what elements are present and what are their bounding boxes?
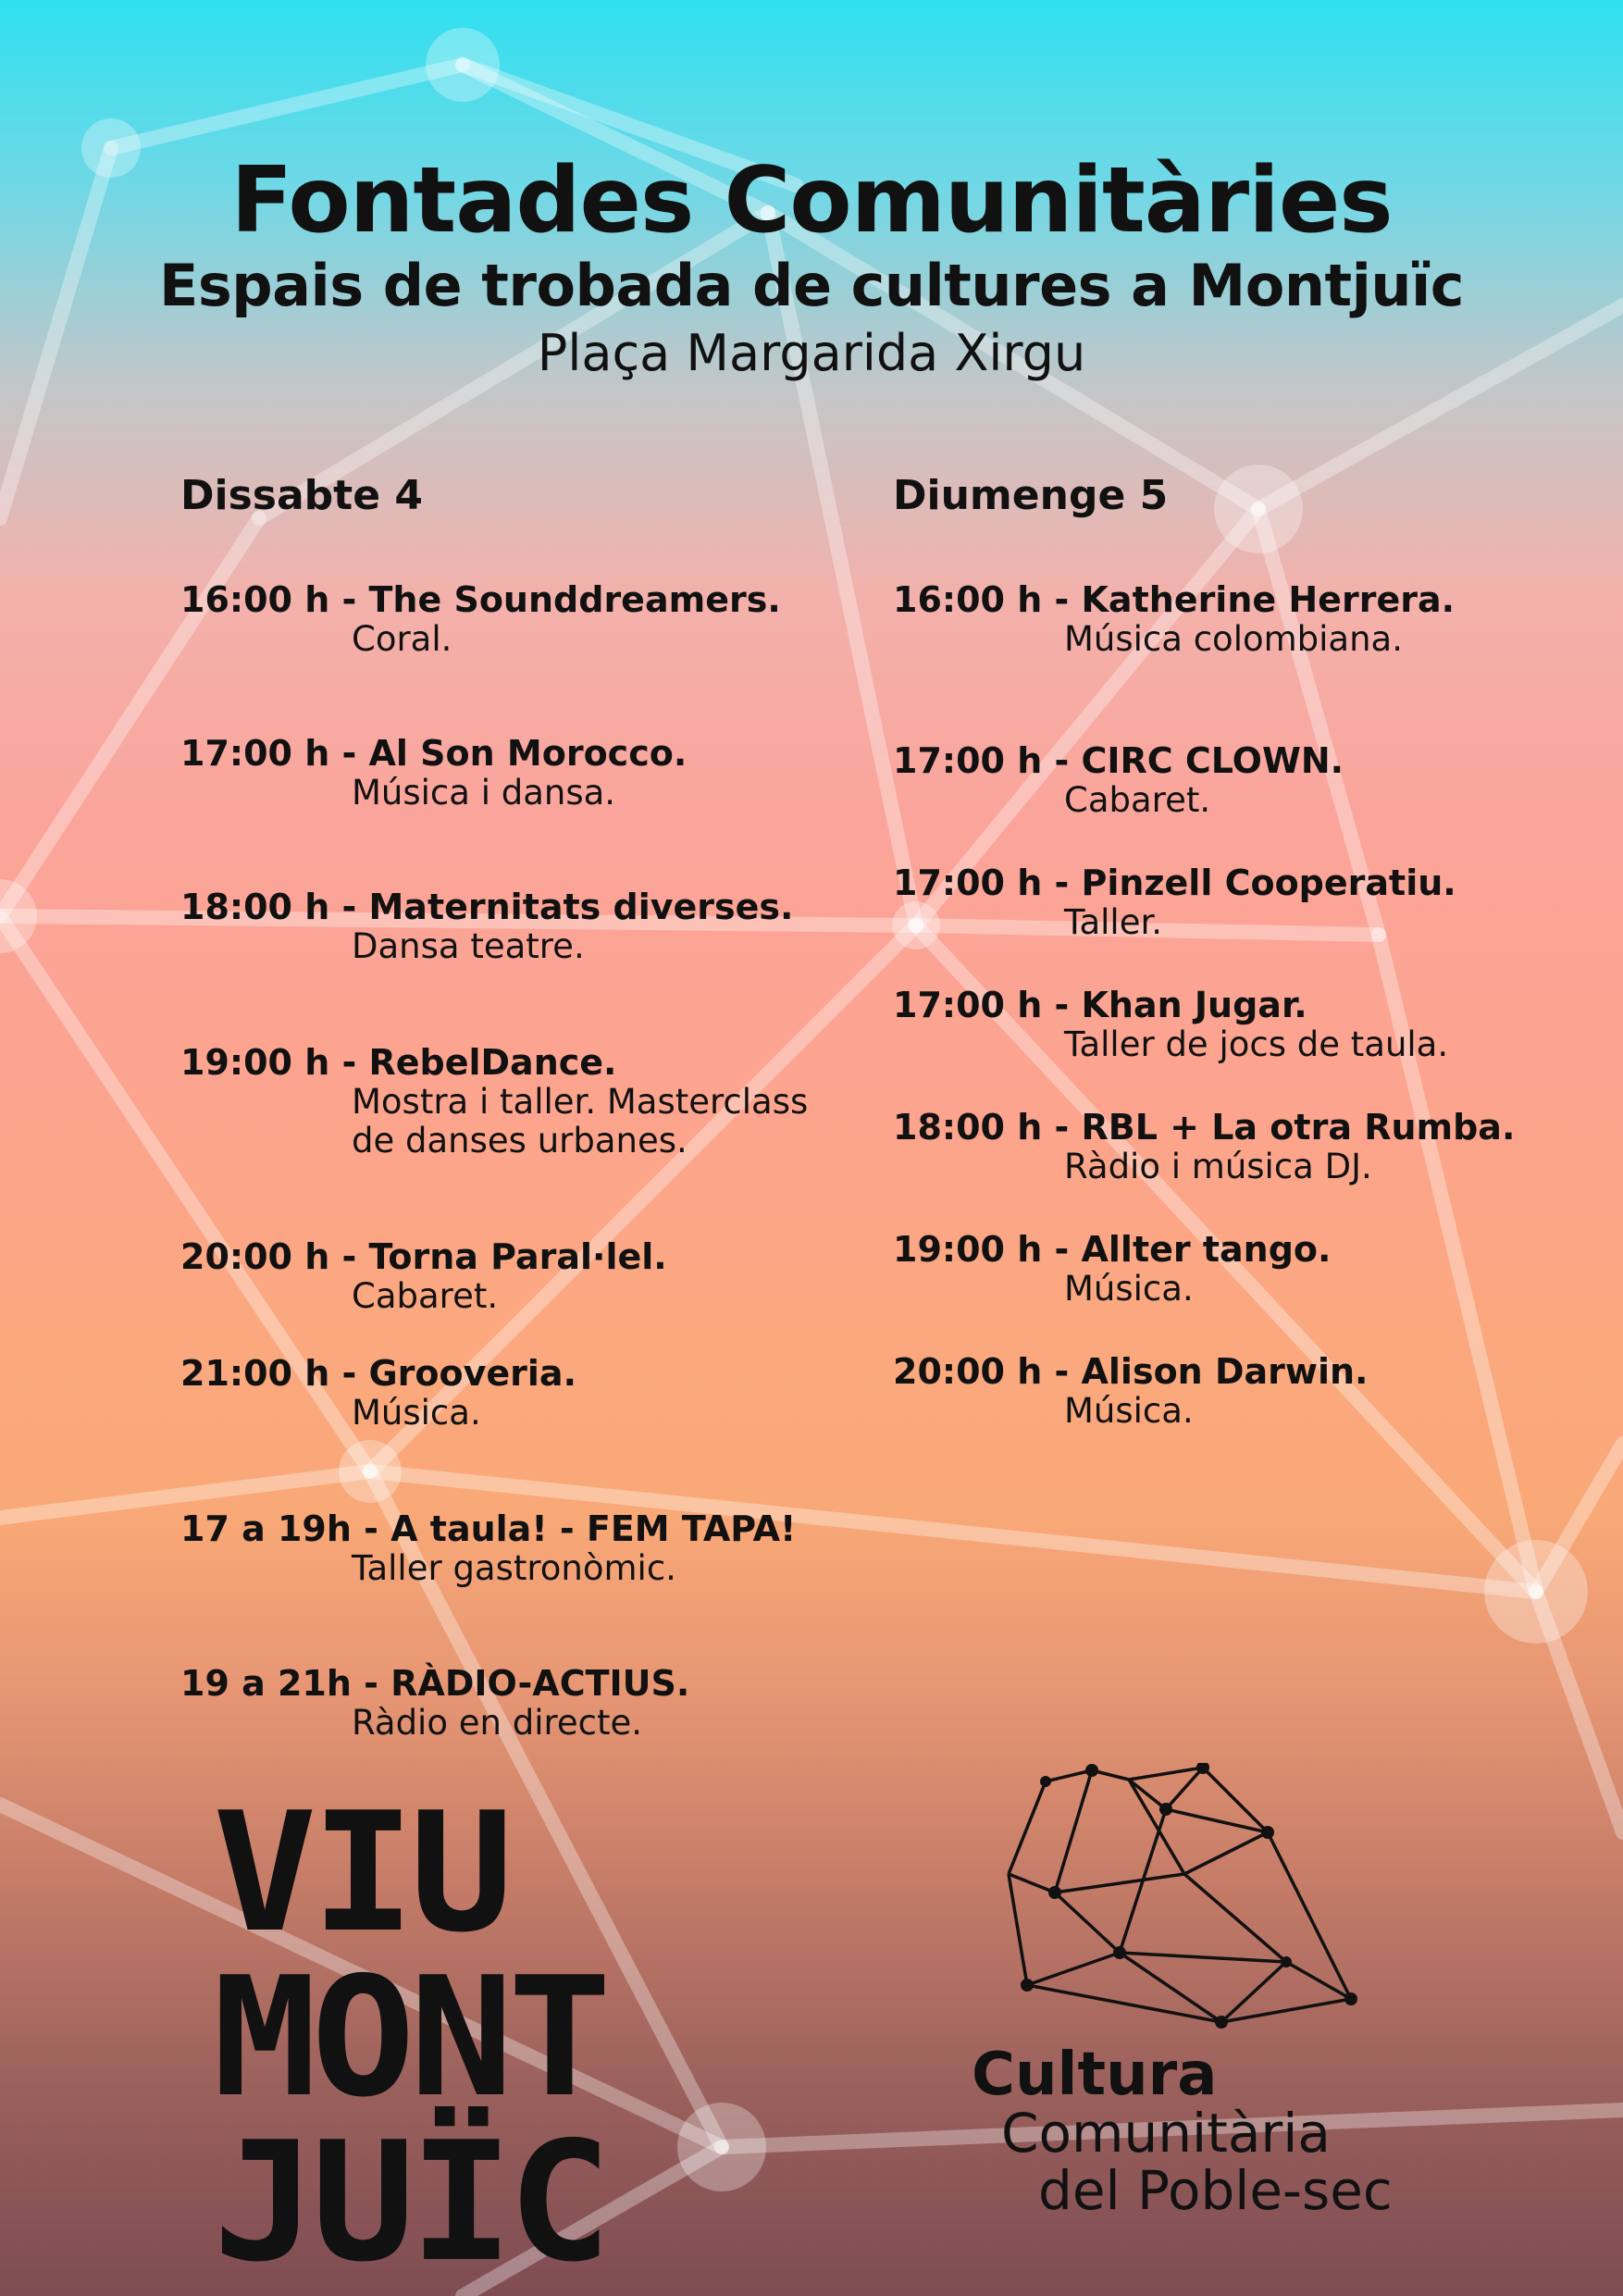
venue-name: Plaça Margarida Xirgu (537, 324, 1086, 382)
event-description: Taller de jocs de taula. (1064, 1024, 1449, 1064)
event-time: 18:00 h (893, 1107, 1043, 1148)
cultura-comunitaria-logo (972, 2041, 1393, 2222)
logo-line: Comunitària (1001, 2102, 1331, 2165)
event-time: 16:00 h (180, 579, 330, 620)
event-description: Dansa teatre. (352, 926, 585, 966)
event-description: Música. (352, 1393, 481, 1433)
event-description: Ràdio en directe. (352, 1703, 643, 1743)
event-description: Ràdio i música DJ. (1064, 1147, 1372, 1186)
event-time: 19:00 h (180, 1042, 330, 1083)
event-description: Música. (1064, 1269, 1194, 1309)
event-title: Maternitats diverses. (368, 887, 794, 927)
event-time: 17:00 h (180, 733, 330, 774)
schedule-item: 18:00 h - Maternitats diverses. Dansa teatre. (180, 887, 884, 966)
event-title: A taula! - FEM TAPA! (390, 1508, 797, 1549)
schedule-item: 19 a 21h - RÀDIO-ACTIUS. Ràdio en directe. (180, 1663, 884, 1743)
schedule-item: 17:00 h - Al Son Morocco. Música i dansa. (180, 733, 884, 813)
event-time: 21:00 h (180, 1353, 330, 1394)
event-time: 19:00 h (893, 1229, 1043, 1270)
event-description: Cabaret. (352, 1276, 499, 1316)
event-time: 20:00 h (180, 1236, 330, 1277)
schedule-item: 16:00 h - Katherine Herrera. Música colombiana. (893, 579, 1596, 659)
event-title: Alison Darwin. (1081, 1351, 1369, 1392)
event-time: 18:00 h (180, 887, 330, 927)
event-title: Grooveria. (368, 1353, 577, 1394)
event-title: The Sounddreamers. (368, 579, 781, 620)
schedule-item: 20:00 h - Alison Darwin. Música. (893, 1351, 1596, 1431)
event-title: RebelDance. (368, 1042, 617, 1083)
network-logo-icon (999, 1763, 1388, 2041)
event-description: Música i dansa. (352, 773, 616, 813)
logo-line: Cultura (972, 2041, 1218, 2109)
event-title: RBL + La otra Rumba. (1081, 1107, 1516, 1148)
schedule-item: 17:00 h - Khan Jugar. Taller de jocs de taula. (893, 985, 1596, 1064)
event-time: 19 a 21h (180, 1663, 352, 1704)
event-title: Khan Jugar. (1081, 985, 1307, 1025)
viu-montjuic-logo (213, 1777, 606, 2296)
event-description: Música colombiana. (1064, 619, 1403, 659)
schedule-item: 17:00 h - CIRC CLOWN. Cabaret. (893, 740, 1596, 820)
logo-line: JUÏC (213, 2106, 606, 2296)
event-time: 17:00 h (893, 740, 1043, 781)
event-title: Al Son Morocco. (368, 733, 688, 774)
event-description: Cabaret. (1064, 780, 1211, 820)
event-title: Torna Paral·lel. (368, 1236, 667, 1277)
logo-line: del Poble-sec (1038, 2159, 1393, 2222)
schedule-item: 17:00 h - Pinzell Cooperatiu. Taller. (893, 863, 1596, 942)
event-description: Taller gastronòmic. (352, 1548, 676, 1588)
poster-subtitle: Espais de trobada de cultures a Montjuïc (159, 252, 1464, 319)
event-time: 17 a 19h (180, 1508, 352, 1549)
schedule-item: 17 a 19h - A taula! - FEM TAPA! Taller gastronòmic. (180, 1508, 884, 1588)
event-title: Katherine Herrera. (1081, 579, 1456, 620)
event-title: RÀDIO-ACTIUS. (390, 1663, 690, 1704)
event-time: 17:00 h (893, 985, 1043, 1025)
event-title: CIRC CLOWN. (1081, 740, 1344, 781)
logo-line: VIU (213, 1777, 508, 1968)
poster-title: Fontades Comunitàries (230, 148, 1393, 254)
day-heading-saturday: Dissabte 4 (180, 472, 423, 519)
schedule-item: 20:00 h - Torna Paral·lel. Cabaret. (180, 1236, 884, 1316)
event-time: 17:00 h (893, 863, 1043, 903)
schedule-item: 18:00 h - RBL + La otra Rumba. Ràdio i música DJ. (893, 1107, 1596, 1186)
day-heading-sunday: Diumenge 5 (893, 472, 1169, 519)
schedule-item: 16:00 h - The Sounddreamers. Coral. (180, 579, 884, 659)
event-title: Pinzell Cooperatiu. (1081, 863, 1456, 903)
event-description: Mostra i taller. Masterclass de danses urbanes. (352, 1082, 809, 1160)
event-description: Música. (1064, 1391, 1194, 1431)
schedule-item: 21:00 h - Grooveria. Música. (180, 1353, 884, 1433)
event-description: Taller. (1064, 902, 1163, 942)
event-description: Coral. (352, 619, 452, 659)
schedule-item: 19:00 h - RebelDance. Mostra i taller. Masterclass de danses urbanes. (180, 1042, 884, 1160)
schedule-item: 19:00 h - Allter tango. Música. (893, 1229, 1596, 1309)
event-title: Allter tango. (1081, 1229, 1332, 1270)
event-time: 20:00 h (893, 1351, 1043, 1392)
event-time: 16:00 h (893, 579, 1043, 620)
logo-line: MONT (213, 1942, 606, 2133)
